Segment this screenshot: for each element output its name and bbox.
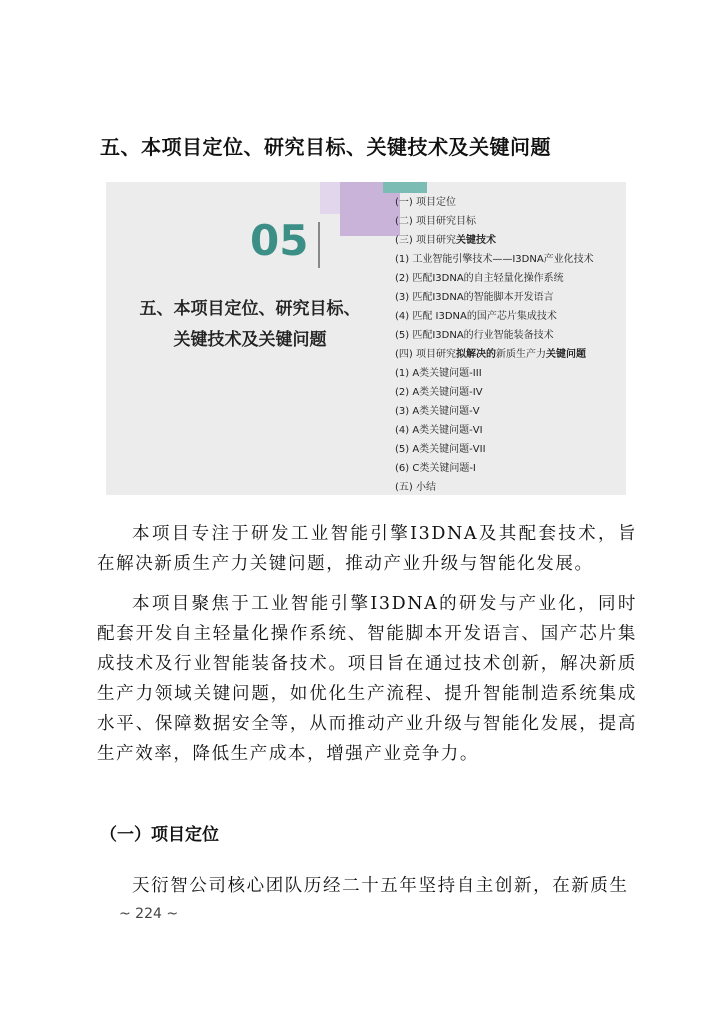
- toc-item: [395, 459, 594, 478]
- toc-item-emphasis: 关键技术: [455, 235, 496, 246]
- section-number: 05: [250, 216, 309, 265]
- section-heading: 五、本项目定位、研究目标、关键技术及关键问题: [100, 135, 551, 159]
- banner-title-line: 关键技术及关键问题: [173, 330, 327, 350]
- banner-title-line: 五、本项目定位、研究目标、: [139, 299, 361, 319]
- table-of-contents: [395, 193, 594, 495]
- toc-item: [395, 345, 594, 364]
- toc-item: [395, 402, 594, 421]
- banner-title: [126, 294, 374, 356]
- toc-item: [395, 231, 594, 250]
- toc-item: [395, 478, 594, 495]
- toc-item: [395, 440, 594, 459]
- toc-item-text: (二) 项目研究目标: [395, 216, 476, 227]
- subsection-heading: （一）项目定位: [100, 825, 219, 845]
- toc-item: [395, 364, 594, 383]
- toc-item-text: (4) 匹配 I3DNA的国产芯片集成技术: [395, 311, 557, 322]
- toc-item-text: (6) C类关键问题-I: [395, 463, 476, 474]
- toc-item-text: (1) 工业智能引擎技术——I3DNA产业化技术: [395, 254, 594, 265]
- toc-item-text: (3) A类关键问题-V: [395, 406, 480, 417]
- toc-item-text: (2) 匹配I3DNA的自主轻量化操作系统: [395, 273, 564, 284]
- toc-item-emphasis: 拟解决的: [455, 349, 496, 360]
- toc-item: [395, 288, 594, 307]
- toc-item-text: (2) A类关键问题-IV: [395, 387, 483, 398]
- toc-item-text: (4) A类关键问题-VI: [395, 425, 483, 436]
- toc-item-text: (四) 项目研究: [395, 349, 456, 360]
- toc-item: [395, 212, 594, 231]
- toc-item-text: 新质生产力: [495, 349, 546, 360]
- toc-item: [395, 421, 594, 440]
- toc-item: [395, 383, 594, 402]
- toc-item: [395, 193, 594, 212]
- toc-item-text: (5) 匹配I3DNA的行业智能装备技术: [395, 330, 554, 341]
- page-number: ~ 224 ~: [119, 906, 179, 922]
- toc-item-text: (1) A类关键问题-III: [395, 368, 482, 379]
- body-paragraph: 本项目聚焦于工业智能引擎I3DNA的研发与产业化，同时配套开发自主轻量化操作系统、智能脚本开发语言、国产芯片集成技术及行业智能装备技术。项目旨在通过技术创新，解决新质生产力领域关键问题，如优化生产流程、提升智能制造系统集成水平、保障数据安全等，从而推动产业升级与智能化发展，提高生产效率，降低生产成本，增强产业竞争力。: [97, 594, 637, 764]
- toc-item-text: (5) A类关键问题-VII: [395, 444, 486, 455]
- decorative-block: [383, 182, 427, 193]
- section-banner-image: [106, 182, 626, 495]
- toc-item: [395, 307, 594, 326]
- toc-item-emphasis: 关键问题: [545, 349, 586, 360]
- toc-item: [395, 269, 594, 288]
- toc-item: [395, 250, 594, 269]
- toc-item-text: (五) 小结: [395, 482, 436, 493]
- number-divider: [318, 222, 320, 268]
- toc-item-text: (3) 匹配I3DNA的智能脚本开发语言: [395, 292, 554, 303]
- body-paragraph: 本项目专注于研发工业智能引擎I3DNA及其配套技术，旨在解决新质生产力关键问题，推动产业升级与智能化发展。: [97, 524, 637, 574]
- toc-item-text: (一) 项目定位: [395, 197, 456, 208]
- toc-item-text: (三) 项目研究: [395, 235, 456, 246]
- toc-item: [395, 326, 594, 345]
- body-paragraph: 天衍智公司核心团队历经二十五年坚持自主创新，在新质生: [132, 876, 629, 896]
